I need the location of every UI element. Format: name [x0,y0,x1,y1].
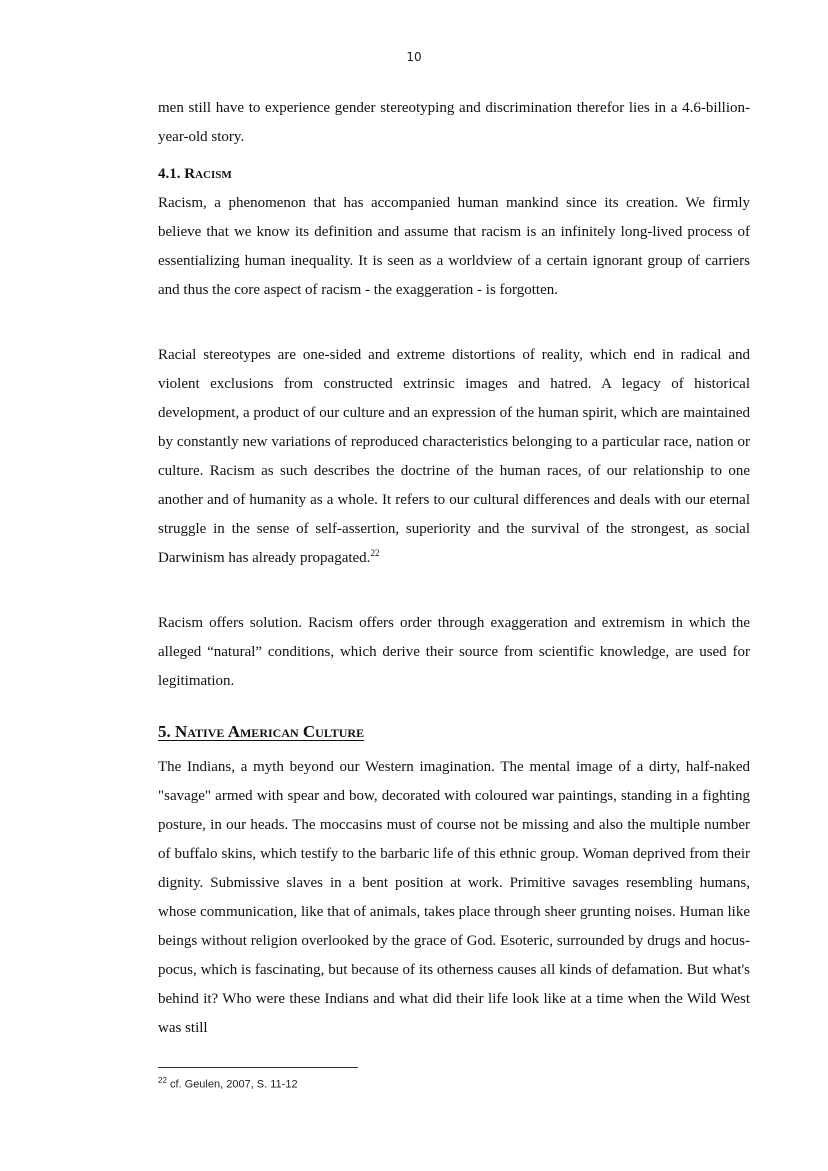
section-heading-native-american [158,722,364,742]
footnote-text: cf. Geulen, 2007, S. 11-12 [169,1078,298,1091]
footnote-divider [158,1067,358,1068]
racism-paragraph-3: Racism offers solution. Racism offers order through exaggeration and extremism in which the alleged “natural” conditions, which derive their source from scientific knowledge, are used for legitimation. [158,615,750,689]
racism-paragraph-1: Racism, a phenomenon that has accompanied human mankind since its creation. We firmly believe that we know its definition and assume that racism is an infinitely long-lived process of essentializing human inequality. It is seen as a worldview of a certain ignorant group of carriers and thus the core aspect of racism - the exaggeration - is forgotten. [158,195,750,298]
continuation-paragraph: men still have to experience gender stereotyping and discrimination therefor lies in a 4.6-billion-year-old story. [158,100,750,145]
footnote-number: 22 [158,1076,167,1085]
section-number: 5. [158,722,171,741]
page-number: 10 [406,50,422,64]
footnote [158,1076,298,1091]
racism-paragraph-2 [158,341,750,573]
footnote-reference: 22 [370,548,380,558]
section-number: 4.1. [158,166,181,182]
native-american-paragraph: The Indians, a myth beyond our Western imagination. The mental image of a dirty, half-naked "savage" armed with spear and bow, decorated with coloured war paintings, standing in a fighting posture, in our heads. The moccasins must of course not be missing and also the multiple number of buffalo skins, which testify to the barbaric life of this ethnic group. Woman deprived from their dignity. Submissive slaves in a bent position at work. Primitive savages resembling humans, whose communication, like that of animals, takes place through sheer grunting noises. Human like beings without religion overlooked by the grace of God. Esoteric, surrounded by drugs and hocus-pocus, which is fascinating, but because of its otherness causes all kinds of defamation. But what's behind it? Who were these Indians and what did their life look like at a time when the Wild West was still [158,759,750,1036]
racism-paragraph-2-text: Racial stereotypes are one-sided and extreme distortions of reality, which end in radical and violent exclusions from constructed extrinsic images and hatred. A legacy of historical development, a product of our culture and an expression of the human spirit, which are maintained by constantly new variations of reproduced characteristics belonging to a particular race, nation or culture. Racism as such describes the doctrine of the human races, of our relationship to one another and of humanity as a whole. It refers to our cultural differences and deals with our eternal struggle in the sense of self-assertion, superiority and the survival of the strongest, as social Darwinism has already propagated. [158,347,750,566]
section-title: Native American Culture [175,722,365,741]
section-heading-racism [158,166,232,183]
section-title: Racism [184,166,232,182]
